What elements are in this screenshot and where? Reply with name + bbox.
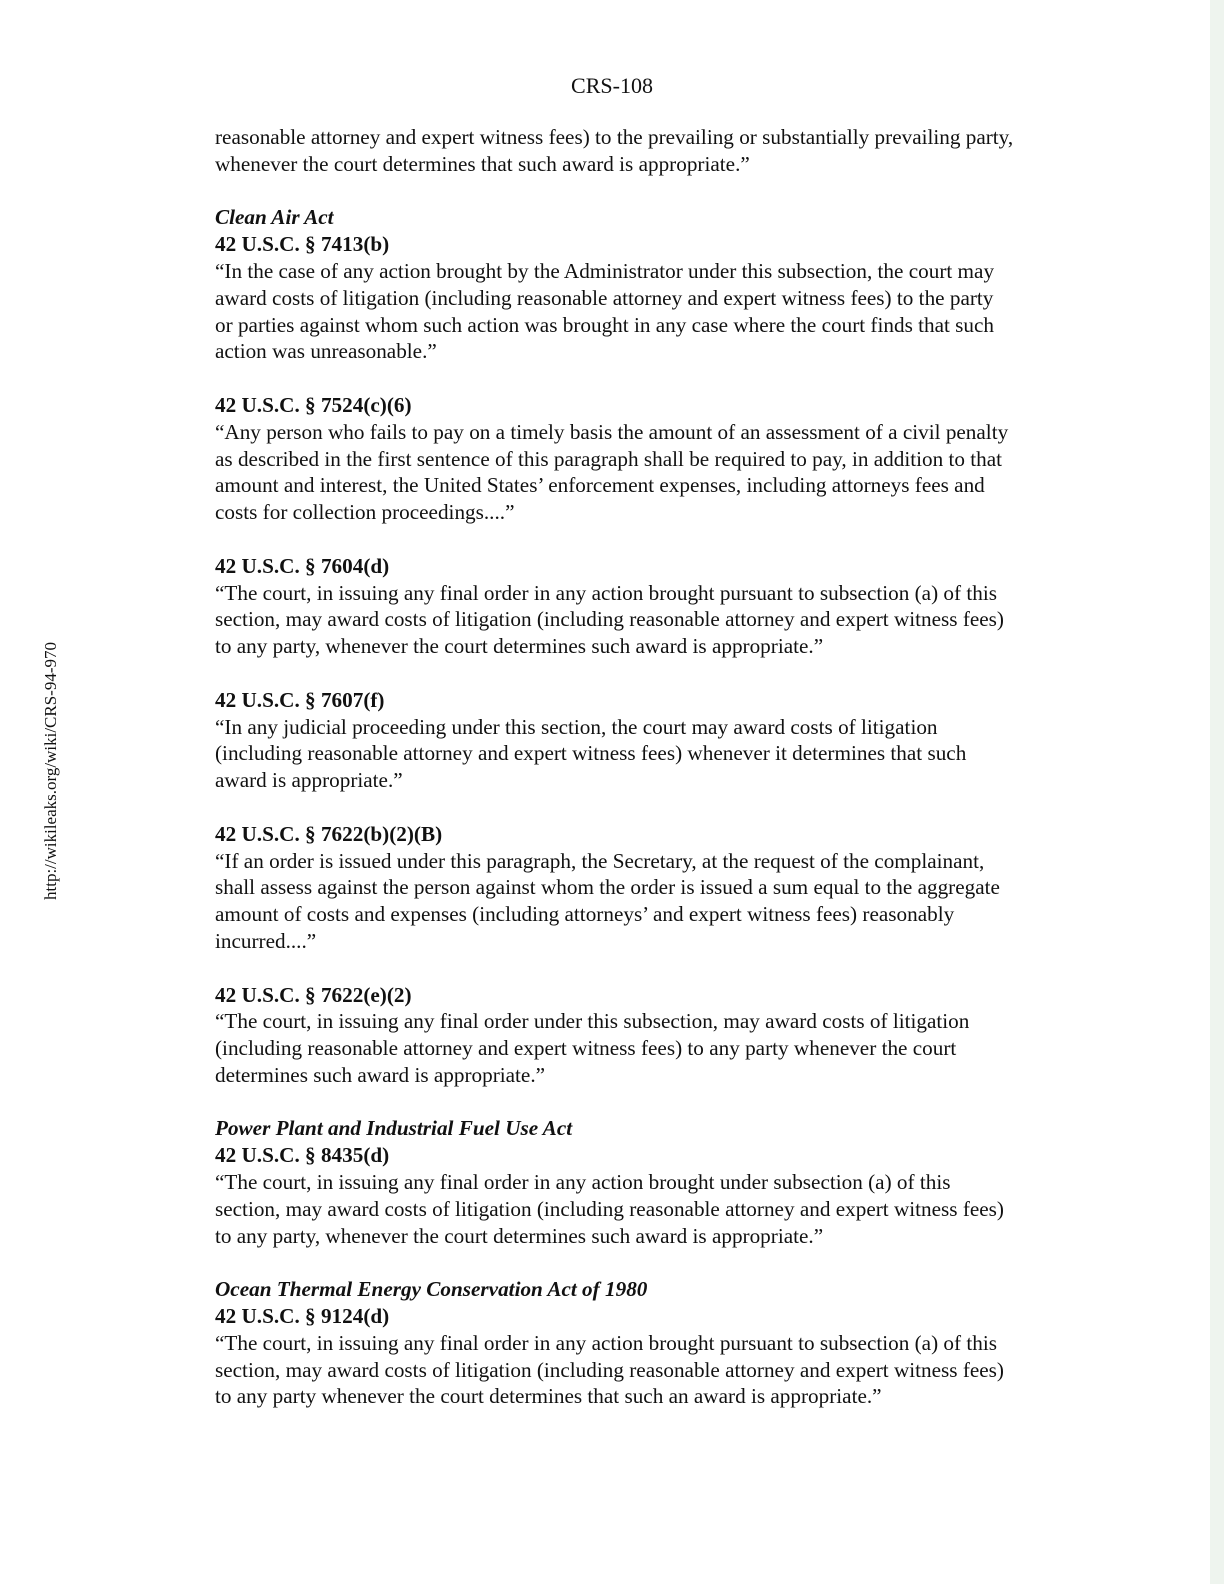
statute-quote: “Any person who fails to pay on a timely basis the amount of an assessment of a civil penalty as described in the first sentence of this paragraph shall be required to pay, in addition to that amount and interest, the United States’ enforcement expenses, including attorneys fees and costs for collection proceedings....” xyxy=(215,419,1009,525)
document-body xyxy=(215,124,1015,1437)
act-title: Clean Air Act xyxy=(215,205,334,230)
statute-citation: 42 U.S.C. § 9124(d) xyxy=(215,1304,390,1329)
statute-entry-7622b2B xyxy=(215,821,1015,955)
statute-quote: “In the case of any action brought by the Administrator under this subsection, the court may award costs of litigation (including reasonable attorney and expert witness fees) to the party or parties against whom such action was brought in any case where the court finds that such action was unreasonable.” xyxy=(215,258,995,364)
statute-citation: 42 U.S.C. § 7524(c)(6) xyxy=(215,392,412,417)
statute-quote: “If an order is issued under this paragraph, the Secretary, at the request of the complainant, shall assess against the person against whom the order is issued a sum equal to the aggregate amount of costs and expenses (including attorneys’ and expert witness fees) reasonably incurred....” xyxy=(215,848,1000,953)
statute-quote: “The court, in issuing any final order under this subsection, may award costs of litigation (including reasonable attorney and expert witness fees) to any party whenever the court determines such award is appropriate.” xyxy=(215,1009,970,1087)
statute-citation: 42 U.S.C. § 7622(e)(2) xyxy=(215,982,412,1007)
act-title: Power Plant and Industrial Fuel Use Act xyxy=(215,1116,573,1141)
continuation-paragraph xyxy=(215,124,1015,178)
statute-citation: 42 U.S.C. § 8435(d) xyxy=(215,1143,390,1168)
statute-citation: 42 U.S.C. § 7604(d) xyxy=(215,553,390,578)
statute-entry-7604d xyxy=(215,553,1015,660)
side-source-url[interactable]: http://wikileaks.org/wiki/CRS-94-970 xyxy=(41,642,60,900)
page-number-header: CRS-108 xyxy=(571,73,653,98)
statute-entry-8435d xyxy=(215,1115,1015,1249)
statute-entry-9124d xyxy=(215,1276,1015,1410)
statute-entry-7607f xyxy=(215,687,1015,794)
statute-quote: “The court, in issuing any final order in any action brought pursuant to subsection (a) of this section, may award costs of litigation (including reasonable attorney and expert witness fees) to any party, whenever the court determines such award is appropriate.” xyxy=(215,580,1004,659)
statute-quote: “The court, in issuing any final order in any action brought pursuant to subsection (a) of this section, may award costs of litigation (including reasonable attorney and expert witness fees) to any party whenever the court determines that such an award is appropriate.” xyxy=(215,1330,1004,1409)
statute-citation: 42 U.S.C. § 7607(f) xyxy=(215,687,385,712)
statute-quote: “In any judicial proceeding under this section, the court may award costs of litigation (including reasonable attorney and expert witness fees) whenever it determines that such award is appropriate.” xyxy=(215,714,967,793)
continuation-text: reasonable attorney and expert witness fees) to the prevailing or substantially prevailing party, whenever the court determines that such award is appropriate.” xyxy=(215,125,1014,176)
statute-entry-7622e2 xyxy=(215,982,1015,1089)
statute-citation: 42 U.S.C. § 7413(b) xyxy=(215,232,390,257)
statute-entry-7413b xyxy=(215,204,1015,365)
act-title: Ocean Thermal Energy Conservation Act of 1980 xyxy=(215,1277,648,1302)
statute-quote: “The court, in issuing any final order in any action brought under subsection (a) of this section, may award costs of litigation (including reasonable attorney and expert witness fees) to any party, whenever the court determines such award is appropriate.” xyxy=(215,1170,1004,1248)
page-edge-strip xyxy=(1210,0,1224,1584)
statute-citation: 42 U.S.C. § 7622(b)(2)(B) xyxy=(215,821,443,846)
statute-entry-7524c6 xyxy=(215,392,1015,526)
